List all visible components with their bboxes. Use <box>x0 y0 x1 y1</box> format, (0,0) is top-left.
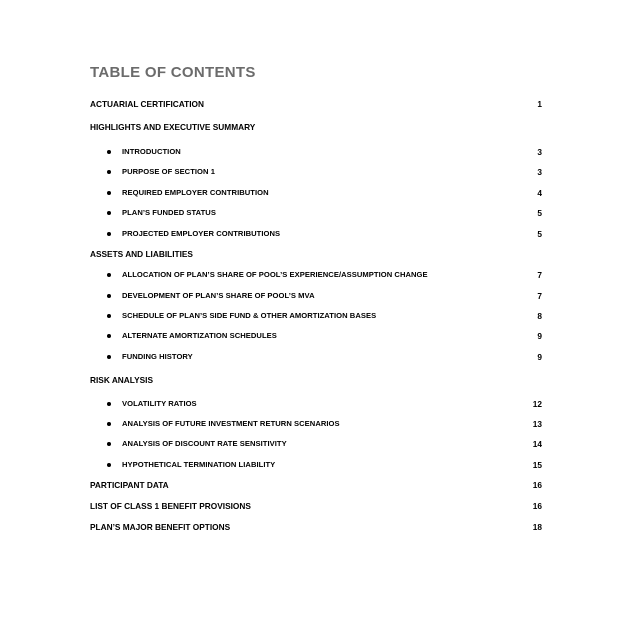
toc-entry-label: REQUIRED EMPLOYER CONTRIBUTION <box>122 188 269 197</box>
toc-entry[interactable] <box>90 500 542 512</box>
bullet-icon <box>107 294 111 298</box>
toc-entry[interactable] <box>90 207 542 219</box>
bullet-icon <box>107 334 111 338</box>
toc-entry-label: ANALYSIS OF FUTURE INVESTMENT RETURN SCENARIOS <box>122 419 340 428</box>
bullet-icon <box>107 463 111 467</box>
toc-entry[interactable] <box>90 98 542 110</box>
toc-entry[interactable] <box>90 310 542 322</box>
toc-entry-label: SCHEDULE OF PLAN’S SIDE FUND & OTHER AMORTIZATION BASES <box>122 311 377 320</box>
toc-entry-label: PROJECTED EMPLOYER CONTRIBUTIONS <box>122 229 281 238</box>
toc-entry-label: INTRODUCTION <box>122 147 181 156</box>
toc-entry[interactable] <box>90 146 542 158</box>
bullet-icon <box>107 355 111 359</box>
toc-entry-page: 12 <box>532 399 542 409</box>
toc-section-heading[interactable] <box>90 121 542 133</box>
toc-entry-page: 8 <box>537 311 542 321</box>
toc-entry[interactable] <box>90 398 542 410</box>
toc-entry-page: 4 <box>537 188 542 198</box>
bullet-icon <box>107 442 111 446</box>
toc-entry[interactable] <box>90 269 542 281</box>
toc-entry[interactable] <box>90 166 542 178</box>
toc-entry-label: VOLATILITY RATIOS <box>122 399 197 408</box>
toc-entry[interactable] <box>90 521 542 533</box>
page-title: TABLE OF CONTENTS <box>90 64 256 81</box>
toc-entry-page: 16 <box>532 480 542 490</box>
toc-entry-label: PLAN’S MAJOR BENEFIT OPTIONS <box>90 522 231 532</box>
toc-entry[interactable] <box>90 351 542 363</box>
toc-entry[interactable] <box>90 187 542 199</box>
toc-entry-page: 14 <box>532 439 542 449</box>
toc-entry-page: 16 <box>532 501 542 511</box>
toc-entry-page: 9 <box>537 352 542 362</box>
toc-entry-label: ALTERNATE AMORTIZATION SCHEDULES <box>122 331 277 340</box>
toc-entry-page: 5 <box>537 208 542 218</box>
toc-entry[interactable] <box>90 418 542 430</box>
toc-entry-label: PLAN’S FUNDED STATUS <box>122 208 216 217</box>
toc-entry-label: ANALYSIS OF DISCOUNT RATE SENSITIVITY <box>122 439 287 448</box>
toc-entry-page: 7 <box>537 270 542 280</box>
toc-entry-label: HYPOTHETICAL TERMINATION LIABILITY <box>122 460 276 469</box>
toc-entry-label: DEVELOPMENT OF PLAN’S SHARE OF POOL’S MVA <box>122 291 315 300</box>
toc-entry-label: PURPOSE OF SECTION 1 <box>122 167 215 176</box>
toc-entry-page: 7 <box>537 291 542 301</box>
toc-entry-label: ASSETS AND LIABILITIES <box>90 249 193 259</box>
toc-entry-page: 13 <box>532 419 542 429</box>
toc-entry-label: PARTICIPANT DATA <box>90 480 169 490</box>
toc-entry-label: RISK ANALYSIS <box>90 375 154 385</box>
toc-entry[interactable] <box>90 459 542 471</box>
bullet-icon <box>107 191 111 195</box>
bullet-icon <box>107 402 111 406</box>
toc-section-heading[interactable] <box>90 374 542 386</box>
bullet-icon <box>107 314 111 318</box>
bullet-icon <box>107 232 111 236</box>
toc-entry-page: 18 <box>532 522 542 532</box>
toc-entry[interactable] <box>90 438 542 450</box>
toc-entry[interactable] <box>90 228 542 240</box>
toc-entry-page: 3 <box>537 167 542 177</box>
toc-entry-label: FUNDING HISTORY <box>122 352 193 361</box>
toc-entry-page: 3 <box>537 147 542 157</box>
toc-entry-label: HIGHLIGHTS AND EXECUTIVE SUMMARY <box>90 122 256 132</box>
toc-entry-page: 5 <box>537 229 542 239</box>
toc-entry-page: 1 <box>537 99 542 109</box>
bullet-icon <box>107 273 111 277</box>
toc-section-heading[interactable] <box>90 248 542 260</box>
bullet-icon <box>107 422 111 426</box>
toc-entry[interactable] <box>90 290 542 302</box>
toc-entry-label: ALLOCATION OF PLAN’S SHARE OF POOL’S EXPERIENCE/ASSUMPTION CHANGE <box>122 270 428 279</box>
toc-entry-label: LIST OF CLASS 1 BENEFIT PROVISIONS <box>90 501 251 511</box>
toc-entry-label: ACTUARIAL CERTIFICATION <box>90 99 204 109</box>
bullet-icon <box>107 170 111 174</box>
toc-entry[interactable] <box>90 330 542 342</box>
toc-entry-page: 9 <box>537 331 542 341</box>
bullet-icon <box>107 150 111 154</box>
toc-entry-page: 15 <box>532 460 542 470</box>
toc-entry[interactable] <box>90 479 542 491</box>
bullet-icon <box>107 211 111 215</box>
